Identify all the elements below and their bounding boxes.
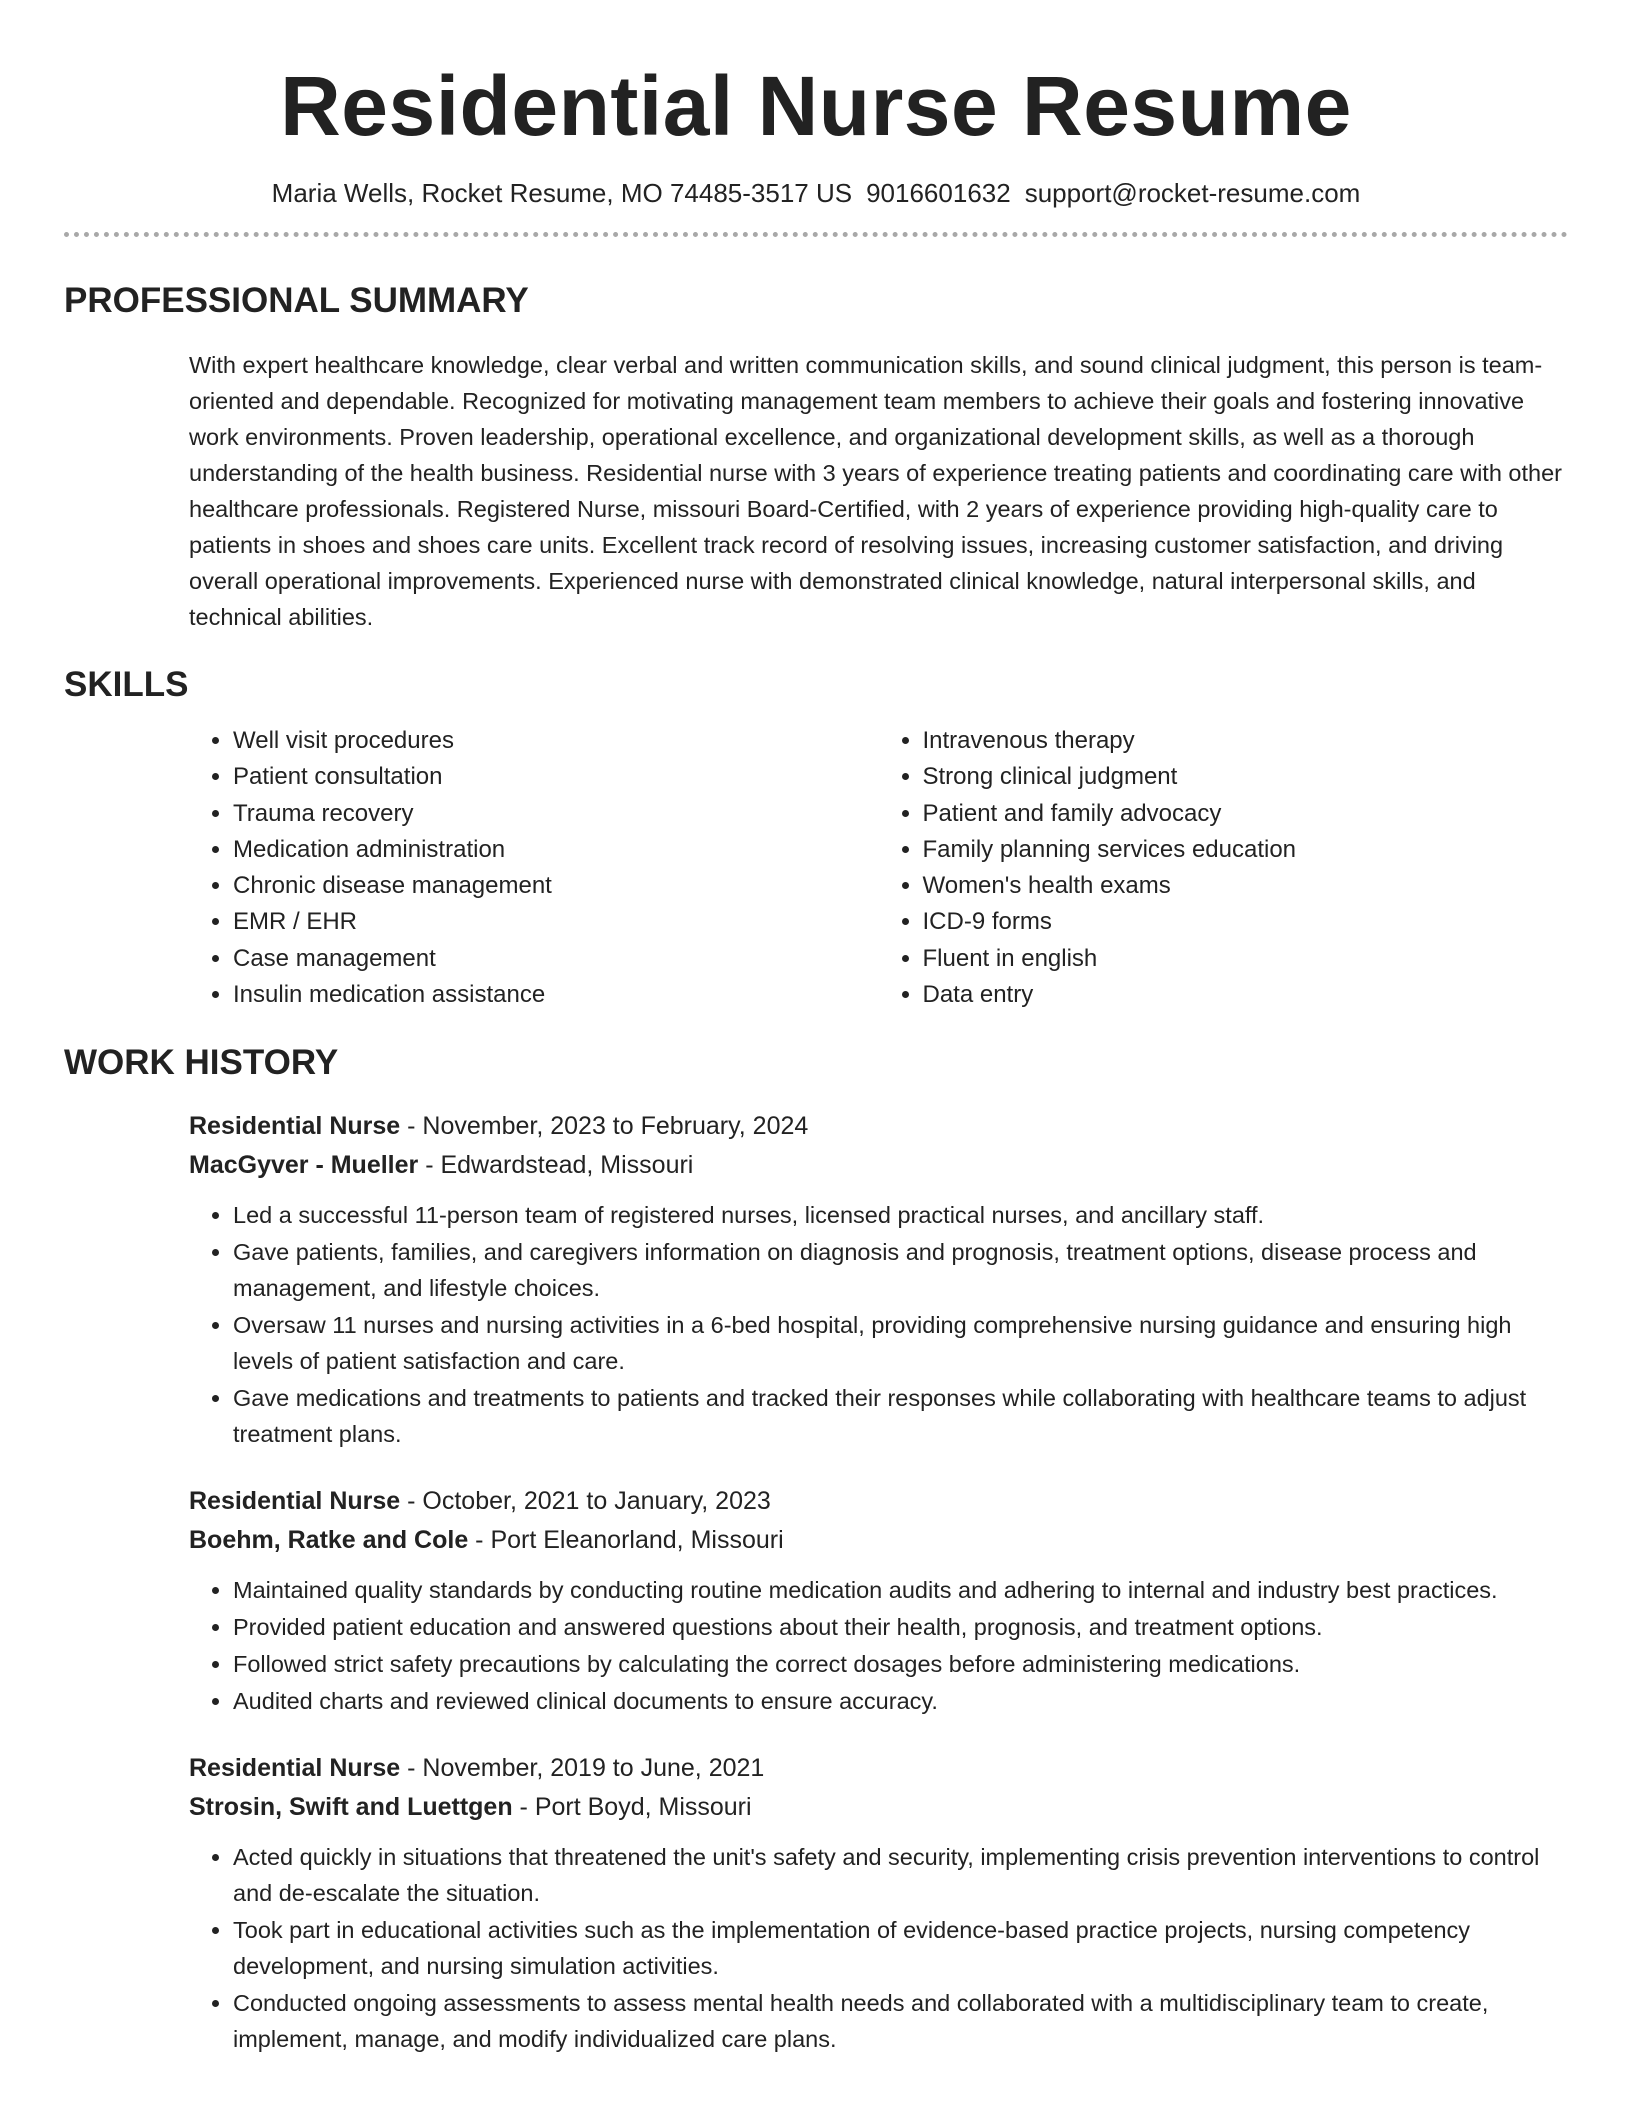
job-bullet: • Acted quickly in situations that threatened the unit's safety and security, implementing crisis prevention interventions to control and de-escalate the situation. <box>233 1839 1568 1911</box>
job-bullet: • Conducted ongoing assessments to assess mental health needs and collaborated with a multidisciplinary team to create, implement, manage, and modify individualized care plans. <box>233 1985 1568 2057</box>
skill-item: • Women's health exams <box>923 868 1569 904</box>
skills-section <box>64 665 1568 1013</box>
job-company-line <box>189 1521 1568 1560</box>
job-dates: - November, 2023 to February, 2024 <box>400 1112 809 1141</box>
work-heading: WORK HISTORY <box>64 1043 339 1083</box>
job-title: Residential Nurse <box>189 1487 401 1516</box>
skill-item: • Case management <box>233 941 879 977</box>
resume-page <box>64 0 1568 2058</box>
summary-heading: PROFESSIONAL SUMMARY <box>64 281 529 320</box>
job-company: Boehm, Ratke and Cole <box>189 1526 469 1555</box>
job-location: - Port Boyd, Missouri <box>512 1793 752 1822</box>
job-entry <box>189 1107 1568 1452</box>
skills-heading: SKILLS <box>64 665 189 704</box>
skills-right-list <box>879 723 1569 1013</box>
skill-item: • Medication administration <box>233 832 879 868</box>
summary-section <box>64 281 1568 635</box>
job-location: - Port Eleanorland, Missouri <box>468 1526 784 1555</box>
job-bullet: • Oversaw 11 nurses and nursing activities in a 6-bed hospital, providing comprehensive nursing guidance and ensuring high levels of patient satisfaction and care. <box>233 1307 1568 1379</box>
job-company: MacGyver - Mueller <box>189 1151 419 1180</box>
skill-item: • Trauma recovery <box>233 796 879 832</box>
job-location: - Edwardstead, Missouri <box>418 1151 694 1180</box>
job-bullet: • Maintained quality standards by conducting routine medication audits and adhering to internal and industry best practices. <box>233 1572 1568 1608</box>
job-company: Strosin, Swift and Luettgen <box>189 1793 513 1822</box>
job-bullet: • Provided patient education and answered questions about their health, prognosis, and treatment options. <box>233 1609 1568 1645</box>
job-bullets <box>189 1197 1568 1452</box>
skill-item: • Family planning services education <box>923 832 1569 868</box>
skill-item: • Data entry <box>923 977 1569 1013</box>
skills-left-list <box>189 723 879 1013</box>
skill-item: • Insulin medication assistance <box>233 977 879 1013</box>
summary-text: With expert healthcare knowledge, clear verbal and written communication skills, and sound clinical judgment, this person is team-oriented and dependable. Recognized for motivating management team members to achieve their goals and fostering innovative work environments. Proven leadership, operational excellence, and organizational development skills, as well as a thorough understanding of the health business. Residential nurse with 3 years of experience treating patients and coordinating care with other healthcare professionals. Registered Nurse, missouri Board-Certified, with 2 years of experience providing high-quality care to patients in shoes and shoes care units. Excellent track record of resolving issues, increasing customer satisfaction, and driving overall operational improvements. Experienced nurse with demonstrated clinical knowledge, natural interpersonal skills, and technical abilities. <box>189 352 1562 630</box>
skill-item: • Intravenous therapy <box>923 723 1569 759</box>
job-bullet: • Led a successful 11-person team of registered nurses, licensed practical nurses, and ancillary staff. <box>233 1197 1568 1233</box>
contact-address: Maria Wells, Rocket Resume, MO 74485-3517 US <box>271 178 853 208</box>
job-bullets <box>189 1839 1568 2057</box>
skill-item: • ICD-9 forms <box>923 904 1569 940</box>
job-bullets <box>189 1572 1568 1719</box>
work-section <box>64 1043 1568 2057</box>
job-bullet: • Audited charts and reviewed clinical documents to ensure accuracy. <box>233 1683 1568 1719</box>
skill-item: • Patient and family advocacy <box>923 796 1569 832</box>
job-title-line <box>189 1482 1568 1521</box>
job-company-line <box>189 1146 1568 1185</box>
resume-title: Residential Nurse Resume <box>280 59 1352 153</box>
job-bullet: • Gave patients, families, and caregivers information on diagnosis and prognosis, treatment options, disease process and management, and lifestyle choices. <box>233 1234 1568 1306</box>
skill-item: • Strong clinical judgment <box>923 759 1569 795</box>
job-entry <box>189 1749 1568 2057</box>
skills-grid <box>189 723 1568 1013</box>
skill-item: • EMR / EHR <box>233 904 879 940</box>
job-bullet: • Followed strict safety precautions by calculating the correct dosages before administering medications. <box>233 1646 1568 1682</box>
skill-item: • Patient consultation <box>233 759 879 795</box>
contact-line <box>64 176 1568 210</box>
job-bullet: • Took part in educational activities such as the implementation of evidence-based practice projects, nursing competency development, and nursing simulation activities. <box>233 1912 1568 1984</box>
contact-phone: 9016601632 <box>866 178 1011 208</box>
skill-item: • Well visit procedures <box>233 723 879 759</box>
job-title: Residential Nurse <box>189 1754 401 1783</box>
skill-item: • Chronic disease management <box>233 868 879 904</box>
job-dates: - November, 2019 to June, 2021 <box>400 1754 765 1783</box>
job-title-line <box>189 1749 1568 1788</box>
job-entry <box>189 1482 1568 1719</box>
job-company-line <box>189 1788 1568 1827</box>
header-divider <box>64 232 1568 237</box>
job-bullet: • Gave medications and treatments to patients and tracked their responses while collaborating with healthcare teams to adjust treatment plans. <box>233 1380 1568 1452</box>
job-title-line <box>189 1107 1568 1146</box>
contact-email: support@rocket-resume.com <box>1024 178 1361 208</box>
skill-item: • Fluent in english <box>923 941 1569 977</box>
job-dates: - October, 2021 to January, 2023 <box>400 1487 771 1516</box>
job-title: Residential Nurse <box>189 1112 401 1141</box>
